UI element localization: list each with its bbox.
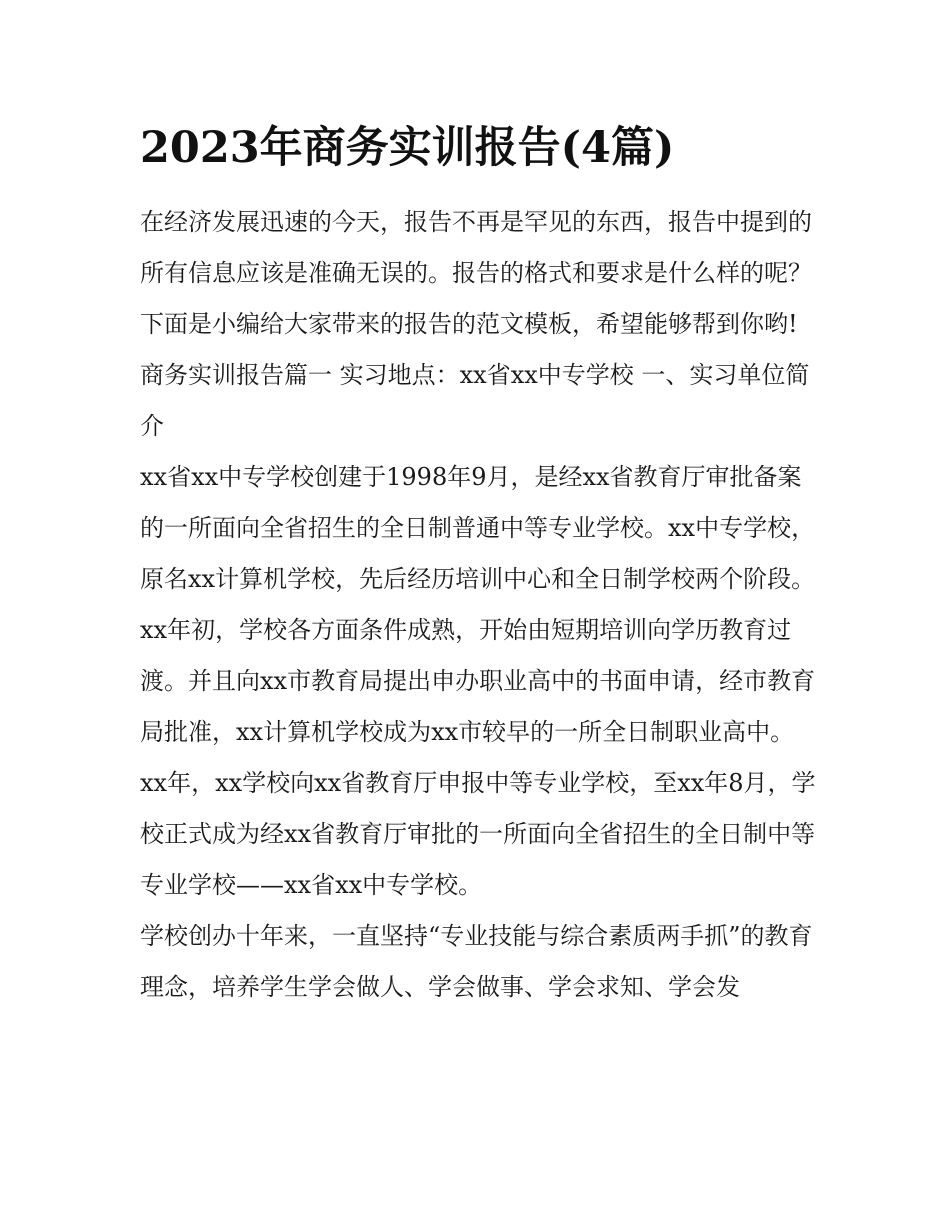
paragraph-section-heading: 商务实训报告篇一 实习地点：xx省xx中专学校 一、实习单位简介 [140,361,810,440]
document-body [140,197,820,1013]
paragraph-intro: 在经济发展迅速的今天，报告不再是罕见的东西，报告中提到的所有信息应该是准确无误的。报告的格式和要求是什么样的呢？下面是小编给大家带来的报告的范文模板，希望能够帮到你哟! [140,208,812,338]
paragraph-school-approval: xx年，xx学校向xx省教育厅申报中等专业学校，至xx年8月，学校正式成为经xx省教育厅审批的一所面向全省招生的全日制中等专业学校——xx省xx中专学校。 [140,769,816,899]
paragraph-education-philosophy: 学校创办十年来，一直坚持“专业技能与综合素质两手抓”的教育理念，培养学生学会做人、学会做事、学会求知、学会发 [140,922,813,1001]
paragraph-school-history: xx省xx中专学校创建于1998年9月，是经xx省教育厅审批备案的一所面向全省招生的全日制普通中等专业学校。xx中专学校，原名xx计算机学校，先后经历培训中心和全日制学校两个阶段。xx年初，学校各方面条件成熟，开始由短期培训向学历教育过渡。并且向xx市教育局提出申办职业高中的书面申请，经市教育局批准，xx计算机学校成为xx市较早的一所全日制职业高中。 [140,463,816,746]
document-title: 2023年商务实训报告(4篇) [140,123,675,173]
